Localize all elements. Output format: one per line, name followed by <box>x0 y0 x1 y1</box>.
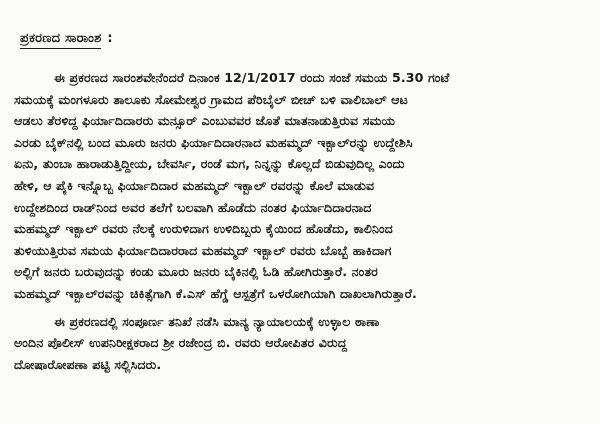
text-line: ಈ ಪ್ರಕರಣದಲ್ಲಿ ಸಂಪೂರ್ಣ ತನಿಖೆ ನಡೆಸಿ ಮಾನ್ಯ ನ್ಯಾಯಾಲಯಕ್ಕೆ ಉಳ್ಳಾಲ ಠಾಣಾ <box>54 313 380 329</box>
section-heading: ಪ್ರಕರಣದ ಸಾರಾಂಶ <box>20 31 101 49</box>
text-line: ಉದ್ದೇಶದಿಂದ ರಾಡ್‌ನಿಂದ ಅವರ ತಲೆಗೆ ಬಲವಾಗಿ ಹೊಡೆದು ನಂತರ ಫಿರ್ಯಾದಿದಾರನಾದ <box>14 199 372 215</box>
text-line: ದೋಷಾರೋಪಣಾ ಪಟ್ಟಿ ಸಲ್ಲಿಸಿದರು. <box>14 356 162 372</box>
text-line: ತುಳಿಯುತ್ತಿರುವ ಸಮಯ ಫಿರ್ಯಾದಿದಾರರಾದ ಮಹಮ್ಮದ್ ಇಕ್ಬಾಲ್ ರವರು ಬೊಬ್ಬೆ ಹಾಕಿದಾಗ <box>14 242 392 258</box>
text-line: ಸಮಯಕ್ಕೆ ಮಂಗಳೂರು ತಾಲೂಕು ಸೋಮೇಶ್ವರ ಗ್ರಾಮದ ಪೆರಿಬೈಲ್ ಬೀಚ್ ಬಳಿ ವಾಲಿಬಾಲ್ ಆಟ <box>14 91 408 107</box>
text-line: ಎರಡು ಬೈಕ್‌ನಲ್ಲಿ ಬಂದ ಮೂರು ಜನರು ಫಿರ್ಯಾದಿದಾರನಾದ ಮಹಮ್ಮದ್ ಇಕ್ಬಾಲ್‌ರನ್ನು ಉದ್ದೇಶಿಸಿ <box>14 134 413 150</box>
text-line: ಅಂದಿನ ಪೊಲೀಸ್ ಉಪನಿರೀಕ್ಷಕರಾದ ಶ್ರೀ ರಜೇಂದ್ರ ಬಿ. ರವರು ಆರೋಪಿತರ ವಿರುದ್ದ <box>14 335 348 351</box>
text-line: ಹೇಳಿ, ಆ ಪೈಕಿ ಇನ್ನೊಬ್ಬ ಫಿರ್ಯಾದಿದಾರ ಮಹಮ್ಮದ್ ಇಕ್ಬಾಲ್ ರವರನ್ನು ಕೊಲೆ ಮಾಡುವ <box>14 177 375 193</box>
paragraph-summary <box>14 67 586 305</box>
text-line: ಆಡಲು ತೆರಳಿದ್ದ ಫಿರ್ಯಾದಿದಾರರು ಮನ್ಸೂರ್ ಎಂಬುವವರ ಜೊತೆ ಮಾತನಾಡುತ್ತಿರುವ ಸಮಯ <box>14 113 396 129</box>
paragraph-investigation <box>14 311 586 376</box>
text-line: ಈ ಪ್ರಕರಣದ ಸಾರಂಶವೇನೆಂದರೆ ದಿನಾಂಕ 12/1/2017 ರಂದು ಸಂಜೆ ಸಮಯ 5.30 ಗಂಟೆ <box>54 70 450 85</box>
text-line: ಅಲ್ಲಿಗೆ ಜನರು ಬರುವುದನ್ನು ಕಂಡು ಮೂರು ಜನರು ಬೈಕಿನಲ್ಲಿ ಓಡಿ ಹೋಗಿರುತ್ತಾರೆ. ನಂತರ <box>14 264 378 280</box>
heading-colon: : <box>107 31 113 46</box>
text-line: ಮಹಮ್ಮದ್ ಇಕ್ಬಾಲ್‌ರವನ್ನು ಚಿಕಿತ್ಸೆಗಾಗಿ ಕೆ.ಎಸ್ ಹೆಗ್ಡೆ ಆಸ್ಪತ್ರೆಗೆ ಒಳರೋಗಿಯಾಗಿ ದಾಖಲಾಗಿರುತ್ತಾರೆ. <box>14 285 417 301</box>
text-line: ಏನು, ತುಂಬಾ ಹಾರಾಡುತ್ತಿದ್ದೀಯ, ಬೇವರ್ಸಿ, ರಂಡೆ ಮಗ, ನಿನ್ನನ್ನು ಕೊಲ್ಲದೆ ಬಿಡುವುದಿಲ್ಲ ಎಂದು <box>14 156 405 172</box>
heading-row <box>14 27 586 49</box>
text-line: ಮಹಮ್ಮದ್ ಇಕ್ಬಾಲ್ ರವರು ನೆಲಕ್ಕೆ ಉರುಳಿದಾಗ ಉಳಿದಿಬ್ಬರು ಕೈಯಿಂದ ಹೊಡೆದು, ಕಾಲಿನಿಂದ <box>14 221 393 237</box>
